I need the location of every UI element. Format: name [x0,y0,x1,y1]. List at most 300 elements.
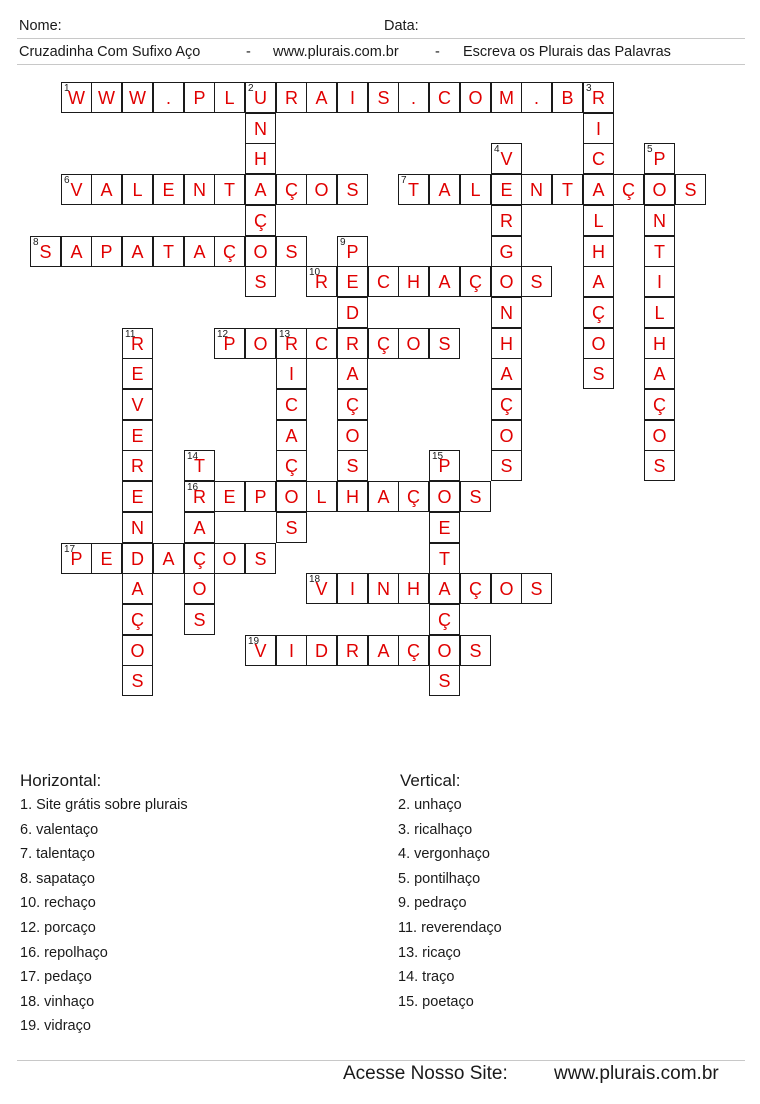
crossword-cell[interactable] [61,82,92,113]
cell-letter: V [254,641,267,661]
crossword-cell[interactable] [153,174,184,205]
clue-number: 14 [187,451,199,462]
cell-letter: S [285,518,298,538]
cell-letter: W [98,88,115,108]
crossword-cell[interactable] [460,82,491,113]
crossword-cell[interactable] [122,174,153,205]
cell-letter: S [193,610,206,630]
footer-label: Acesse Nosso Site: [343,1063,508,1084]
cell-letter: O [591,334,606,354]
cell-letter: E [223,487,236,507]
crossword-cell[interactable] [337,266,368,297]
cell-letter: B [561,88,574,108]
cell-letter: N [377,579,390,599]
crossword-cell[interactable] [644,174,675,205]
crossword-cell[interactable] [368,481,399,512]
clue-number: 1 [64,83,70,94]
cell-letter: A [377,641,390,661]
cell-letter: Ç [407,641,420,661]
crossword-cell[interactable] [368,82,399,113]
crossword-cell[interactable] [644,358,675,389]
crossword-cell[interactable] [491,174,522,205]
crossword-cell[interactable] [122,573,153,604]
crossword-cell[interactable] [122,328,153,359]
cell-letter: A [346,364,359,384]
crossword-cell[interactable] [122,420,153,451]
cell-letter: A [438,272,451,292]
crossword-cell[interactable] [583,358,614,389]
crossword-cell[interactable] [214,236,245,267]
crossword-cell[interactable] [460,635,491,666]
crossword-cell[interactable] [491,205,522,236]
crossword-cell[interactable] [91,543,122,574]
crossword-cell[interactable] [184,481,215,512]
cell-letter: T [562,180,573,200]
crossword-cell[interactable] [398,573,429,604]
cell-letter: I [349,579,355,599]
cell-letter: H [500,334,513,354]
clue-number: 7 [401,175,407,186]
crossword-cell[interactable] [122,82,153,113]
crossword-cell[interactable] [245,174,276,205]
crossword-cell[interactable] [245,82,276,113]
cell-letter: L [593,211,604,231]
cell-letter: S [469,487,482,507]
crossword-cell[interactable] [122,604,153,635]
cell-letter: R [500,211,513,231]
cell-letter: P [346,242,359,262]
crossword-cell[interactable] [429,328,460,359]
cell-letter: Ç [622,180,635,200]
crossword-cell[interactable] [91,236,122,267]
clue-number: 13 [279,329,291,340]
crossword-cell[interactable] [61,174,92,205]
crossword-cell[interactable] [583,236,614,267]
clue-item: 8. sapataço [20,870,95,887]
crossword-cell[interactable] [306,481,337,512]
cell-letter: C [315,334,328,354]
cell-letter: O [652,180,667,200]
crossword-cell[interactable] [245,543,276,574]
cell-letter: T [194,456,205,476]
crossword-cell[interactable] [245,143,276,174]
crossword-cell[interactable] [306,174,337,205]
down-heading: Vertical: [400,771,461,790]
crossword-cell[interactable] [491,328,522,359]
cell-letter: L [132,180,143,200]
cell-letter: O [468,88,483,108]
cell-letter: U [254,88,267,108]
clue-item: 13. ricaço [398,944,461,961]
cell-letter: P [438,456,451,476]
cell-letter: C [377,272,390,292]
crossword-cell[interactable] [122,543,153,574]
worksheet-title: Cruzadinha Com Sufixo Aço [19,44,201,60]
crossword-cell[interactable] [214,328,245,359]
cell-letter: A [377,487,390,507]
cell-letter: H [592,242,605,262]
crossword-cell[interactable] [552,174,583,205]
crossword-cell[interactable] [368,328,399,359]
cell-letter: I [288,364,294,384]
crossword-cell[interactable] [276,236,307,267]
crossword-cell[interactable] [583,113,614,144]
cell-letter: W [129,88,146,108]
crossword-cell[interactable] [306,266,337,297]
cell-letter: O [437,641,452,661]
cell-letter: V [131,395,144,415]
crossword-cell[interactable] [337,635,368,666]
crossword-cell[interactable] [644,236,675,267]
across-heading: Horizontal: [20,771,102,790]
crossword-cell[interactable] [521,266,552,297]
crossword-cell[interactable] [245,113,276,144]
crossword-cell[interactable] [429,266,460,297]
crossword-cell[interactable] [583,328,614,359]
crossword-cell[interactable] [460,573,491,604]
crossword-cell[interactable] [552,82,583,113]
crossword-cell[interactable] [491,389,522,420]
crossword-cell[interactable] [491,82,522,113]
crossword-cell[interactable] [644,143,675,174]
crossword-cell[interactable] [368,635,399,666]
crossword-cell[interactable] [91,82,122,113]
cell-letter: S [254,272,267,292]
crossword-cell[interactable] [491,143,522,174]
clue-item: 7. talentaço [20,846,95,863]
cell-letter: N [653,211,666,231]
crossword-cell[interactable] [337,82,368,113]
cell-letter: P [100,242,113,262]
cell-letter: N [530,180,543,200]
cell-letter: R [592,88,605,108]
clue-number: 9 [340,237,346,248]
crossword-cell[interactable] [429,174,460,205]
date-label: Data: [384,18,419,34]
cell-letter: Ç [407,487,420,507]
title-separator: - [246,44,251,60]
clue-item: 3. ricalhaço [398,821,473,838]
cell-letter: E [500,180,513,200]
crossword-cell[interactable] [644,328,675,359]
cell-letter: S [684,180,697,200]
cell-letter: O [314,180,329,200]
cell-letter: S [285,242,298,262]
crossword-cell[interactable] [398,328,429,359]
cell-letter: Ç [377,334,390,354]
crossword-cell[interactable] [583,143,614,174]
crossword-cell[interactable] [583,174,614,205]
footer-site: www.plurais.com.br [554,1063,719,1084]
crossword-cell[interactable] [337,297,368,328]
crossword-cell[interactable] [583,82,614,113]
crossword-cell[interactable] [245,635,276,666]
cell-letter: L [470,180,481,200]
crossword-cell[interactable] [429,481,460,512]
cell-letter: V [315,579,328,599]
cell-letter: E [438,518,451,538]
crossword-cell[interactable] [491,450,522,481]
cell-letter: A [438,180,451,200]
clue-number: 4 [494,144,500,155]
crossword-cell[interactable] [245,266,276,297]
cell-letter: S [592,364,605,384]
cell-letter: R [131,456,144,476]
cell-letter: V [70,180,83,200]
cell-letter: O [130,641,145,661]
clue-item: 18. vinhaço [20,993,95,1010]
crossword-cell[interactable] [521,573,552,604]
crossword-cell[interactable] [644,389,675,420]
crossword-cell[interactable] [122,635,153,666]
cell-letter: E [131,487,144,507]
crossword-cell[interactable] [398,266,429,297]
crossword-cell[interactable] [153,543,184,574]
crossword-cell[interactable] [214,82,245,113]
cell-letter: A [131,579,144,599]
clue-number: 5 [647,144,653,155]
instruction-separator: - [435,44,440,60]
crossword-cell[interactable] [184,604,215,635]
crossword-cell[interactable] [245,205,276,236]
crossword-cell[interactable] [122,481,153,512]
crossword-cell[interactable] [306,635,337,666]
cell-letter: Ç [469,272,482,292]
crossword-cell[interactable] [276,635,307,666]
cell-letter: R [285,334,298,354]
crossword-cell[interactable] [460,481,491,512]
crossword-cell[interactable] [491,420,522,451]
clue-number: 16 [187,482,199,493]
clue-item: 6. valentaço [20,821,99,838]
cell-letter: P [223,334,236,354]
crossword-cell[interactable] [429,573,460,604]
clue-number: 17 [64,544,76,555]
cell-letter: O [499,272,514,292]
crossword-cell[interactable] [368,266,399,297]
cell-letter: R [315,272,328,292]
crossword-cell[interactable] [521,82,552,113]
cell-letter: O [499,579,514,599]
crossword-cell[interactable] [644,205,675,236]
crossword-cell[interactable] [306,328,337,359]
clue-item: 17. pedaço [20,969,92,986]
crossword-cell[interactable] [429,450,460,481]
cell-letter: S [377,88,390,108]
cell-letter: A [653,364,666,384]
crossword-cell[interactable] [429,543,460,574]
clue-number: 10 [309,267,321,278]
crossword-cell[interactable] [153,82,184,113]
cell-letter: O [284,487,299,507]
crossword-cell[interactable] [398,174,429,205]
cell-letter: C [285,395,298,415]
crossword-cell[interactable] [184,543,215,574]
cell-letter: D [315,641,328,661]
crossword-cell[interactable] [398,481,429,512]
cell-letter: H [346,487,359,507]
crossword-cell[interactable] [337,174,368,205]
cell-letter: S [653,456,666,476]
crossword-cell[interactable] [368,573,399,604]
cell-letter: Ç [592,303,605,323]
crossword-cell[interactable] [644,297,675,328]
crossword-cell[interactable] [276,512,307,543]
crossword-cell[interactable] [214,481,245,512]
cell-letter: . [410,88,416,108]
cell-letter: Ç [223,242,236,262]
clue-item: 10. rechaço [20,895,96,912]
crossword-cell[interactable] [122,358,153,389]
clue-number: 6 [64,175,70,186]
crossword-cell[interactable] [583,205,614,236]
crossword-cell[interactable] [675,174,706,205]
cell-letter: P [70,549,83,569]
crossword-cell[interactable] [276,389,307,420]
crossword-cell[interactable] [214,543,245,574]
crossword-cell[interactable] [122,450,153,481]
cell-letter: E [131,426,144,446]
crossword-cell[interactable] [644,450,675,481]
cell-letter: R [285,88,298,108]
cell-letter: O [345,426,360,446]
cell-letter: P [193,88,206,108]
crossword-cell[interactable] [276,82,307,113]
crossword-cell[interactable] [429,635,460,666]
cell-letter: I [656,272,662,292]
cell-letter: I [288,641,294,661]
crossword-cell[interactable] [337,481,368,512]
crossword-cell[interactable] [398,82,429,113]
clue-number: 15 [432,451,444,462]
crossword-cell[interactable] [91,174,122,205]
crossword-cell[interactable] [337,389,368,420]
cell-letter: . [165,88,171,108]
crossword-cell[interactable] [122,665,153,696]
crossword-cell[interactable] [184,82,215,113]
crossword-cell[interactable] [583,266,614,297]
crossword-cell[interactable] [184,450,215,481]
cell-letter: S [500,456,513,476]
crossword-cell[interactable] [276,174,307,205]
cell-letter: E [100,549,113,569]
cell-letter: A [438,579,451,599]
crossword-cell[interactable] [644,266,675,297]
cell-letter: Ç [346,395,359,415]
crossword-cell[interactable] [583,297,614,328]
crossword-cell[interactable] [30,236,61,267]
cell-letter: T [439,549,450,569]
crossword-cell[interactable] [613,174,644,205]
cell-letter: E [162,180,175,200]
cell-letter: S [346,180,359,200]
crossword-cell[interactable] [245,236,276,267]
cell-letter: R [346,641,359,661]
name-label: Nome: [19,18,62,34]
crossword-cell[interactable] [61,543,92,574]
cell-letter: S [530,272,543,292]
cell-letter: S [254,549,267,569]
crossword-cell[interactable] [184,174,215,205]
crossword-cell[interactable] [491,236,522,267]
cell-letter: O [192,579,207,599]
crossword-cell[interactable] [337,573,368,604]
crossword-cell[interactable] [122,389,153,420]
crossword-cell[interactable] [184,573,215,604]
worksheet-instruction: Escreva os Plurais das Palavras [463,44,671,60]
crossword-cell[interactable] [306,573,337,604]
cell-letter: R [346,334,359,354]
cell-letter: S [39,242,52,262]
crossword-cell[interactable] [429,604,460,635]
cell-letter: D [346,303,359,323]
cell-letter: E [131,364,144,384]
clue-item: 12. porcaço [20,920,96,936]
cell-letter: A [254,180,267,200]
crossword-cell[interactable] [521,174,552,205]
crossword-cell[interactable] [429,512,460,543]
crossword-cell[interactable] [337,328,368,359]
cell-letter: I [349,88,355,108]
clue-number: 2 [248,83,254,94]
crossword-cell[interactable] [184,236,215,267]
crossword-cell[interactable] [491,266,522,297]
crossword-cell[interactable] [276,481,307,512]
crossword-cell[interactable] [276,358,307,389]
cell-letter: S [438,334,451,354]
crossword-cell[interactable] [214,174,245,205]
cell-letter: . [533,88,539,108]
crossword-cell[interactable] [122,512,153,543]
crossword-cell[interactable] [122,236,153,267]
cell-letter: N [193,180,206,200]
crossword-cell[interactable] [153,236,184,267]
crossword-cell[interactable] [245,328,276,359]
crossword-cell[interactable] [491,297,522,328]
crossword-cell[interactable] [306,82,337,113]
crossword-cell[interactable] [276,420,307,451]
crossword-cell[interactable] [491,573,522,604]
cell-letter: I [595,119,601,139]
cell-letter: S [438,671,451,691]
crossword-cell[interactable] [337,358,368,389]
crossword-cell[interactable] [61,236,92,267]
clue-item: 1. Site grátis sobre plurais [20,797,188,813]
crossword-cell[interactable] [337,236,368,267]
cell-letter: Ç [500,395,513,415]
cell-letter: W [68,88,85,108]
crossword-cell[interactable] [491,358,522,389]
cell-letter: H [653,334,666,354]
crossword-cell[interactable] [184,512,215,543]
crossword-cell[interactable] [276,450,307,481]
crossword-cell[interactable] [276,328,307,359]
crossword-cell[interactable] [337,420,368,451]
cell-letter: Ç [469,579,482,599]
crossword-cell[interactable] [245,481,276,512]
crossword-cell[interactable] [429,82,460,113]
cell-letter: Ç [131,610,144,630]
crossword-cell[interactable] [460,266,491,297]
cell-letter: T [408,180,419,200]
crossword-cell[interactable] [337,450,368,481]
crossword-cell[interactable] [644,420,675,451]
clue-item: 15. poetaço [398,993,474,1010]
crossword-cell[interactable] [460,174,491,205]
clue-item: 4. vergonhaço [398,846,490,863]
crossword-cell[interactable] [398,635,429,666]
crossword-cell[interactable] [429,665,460,696]
